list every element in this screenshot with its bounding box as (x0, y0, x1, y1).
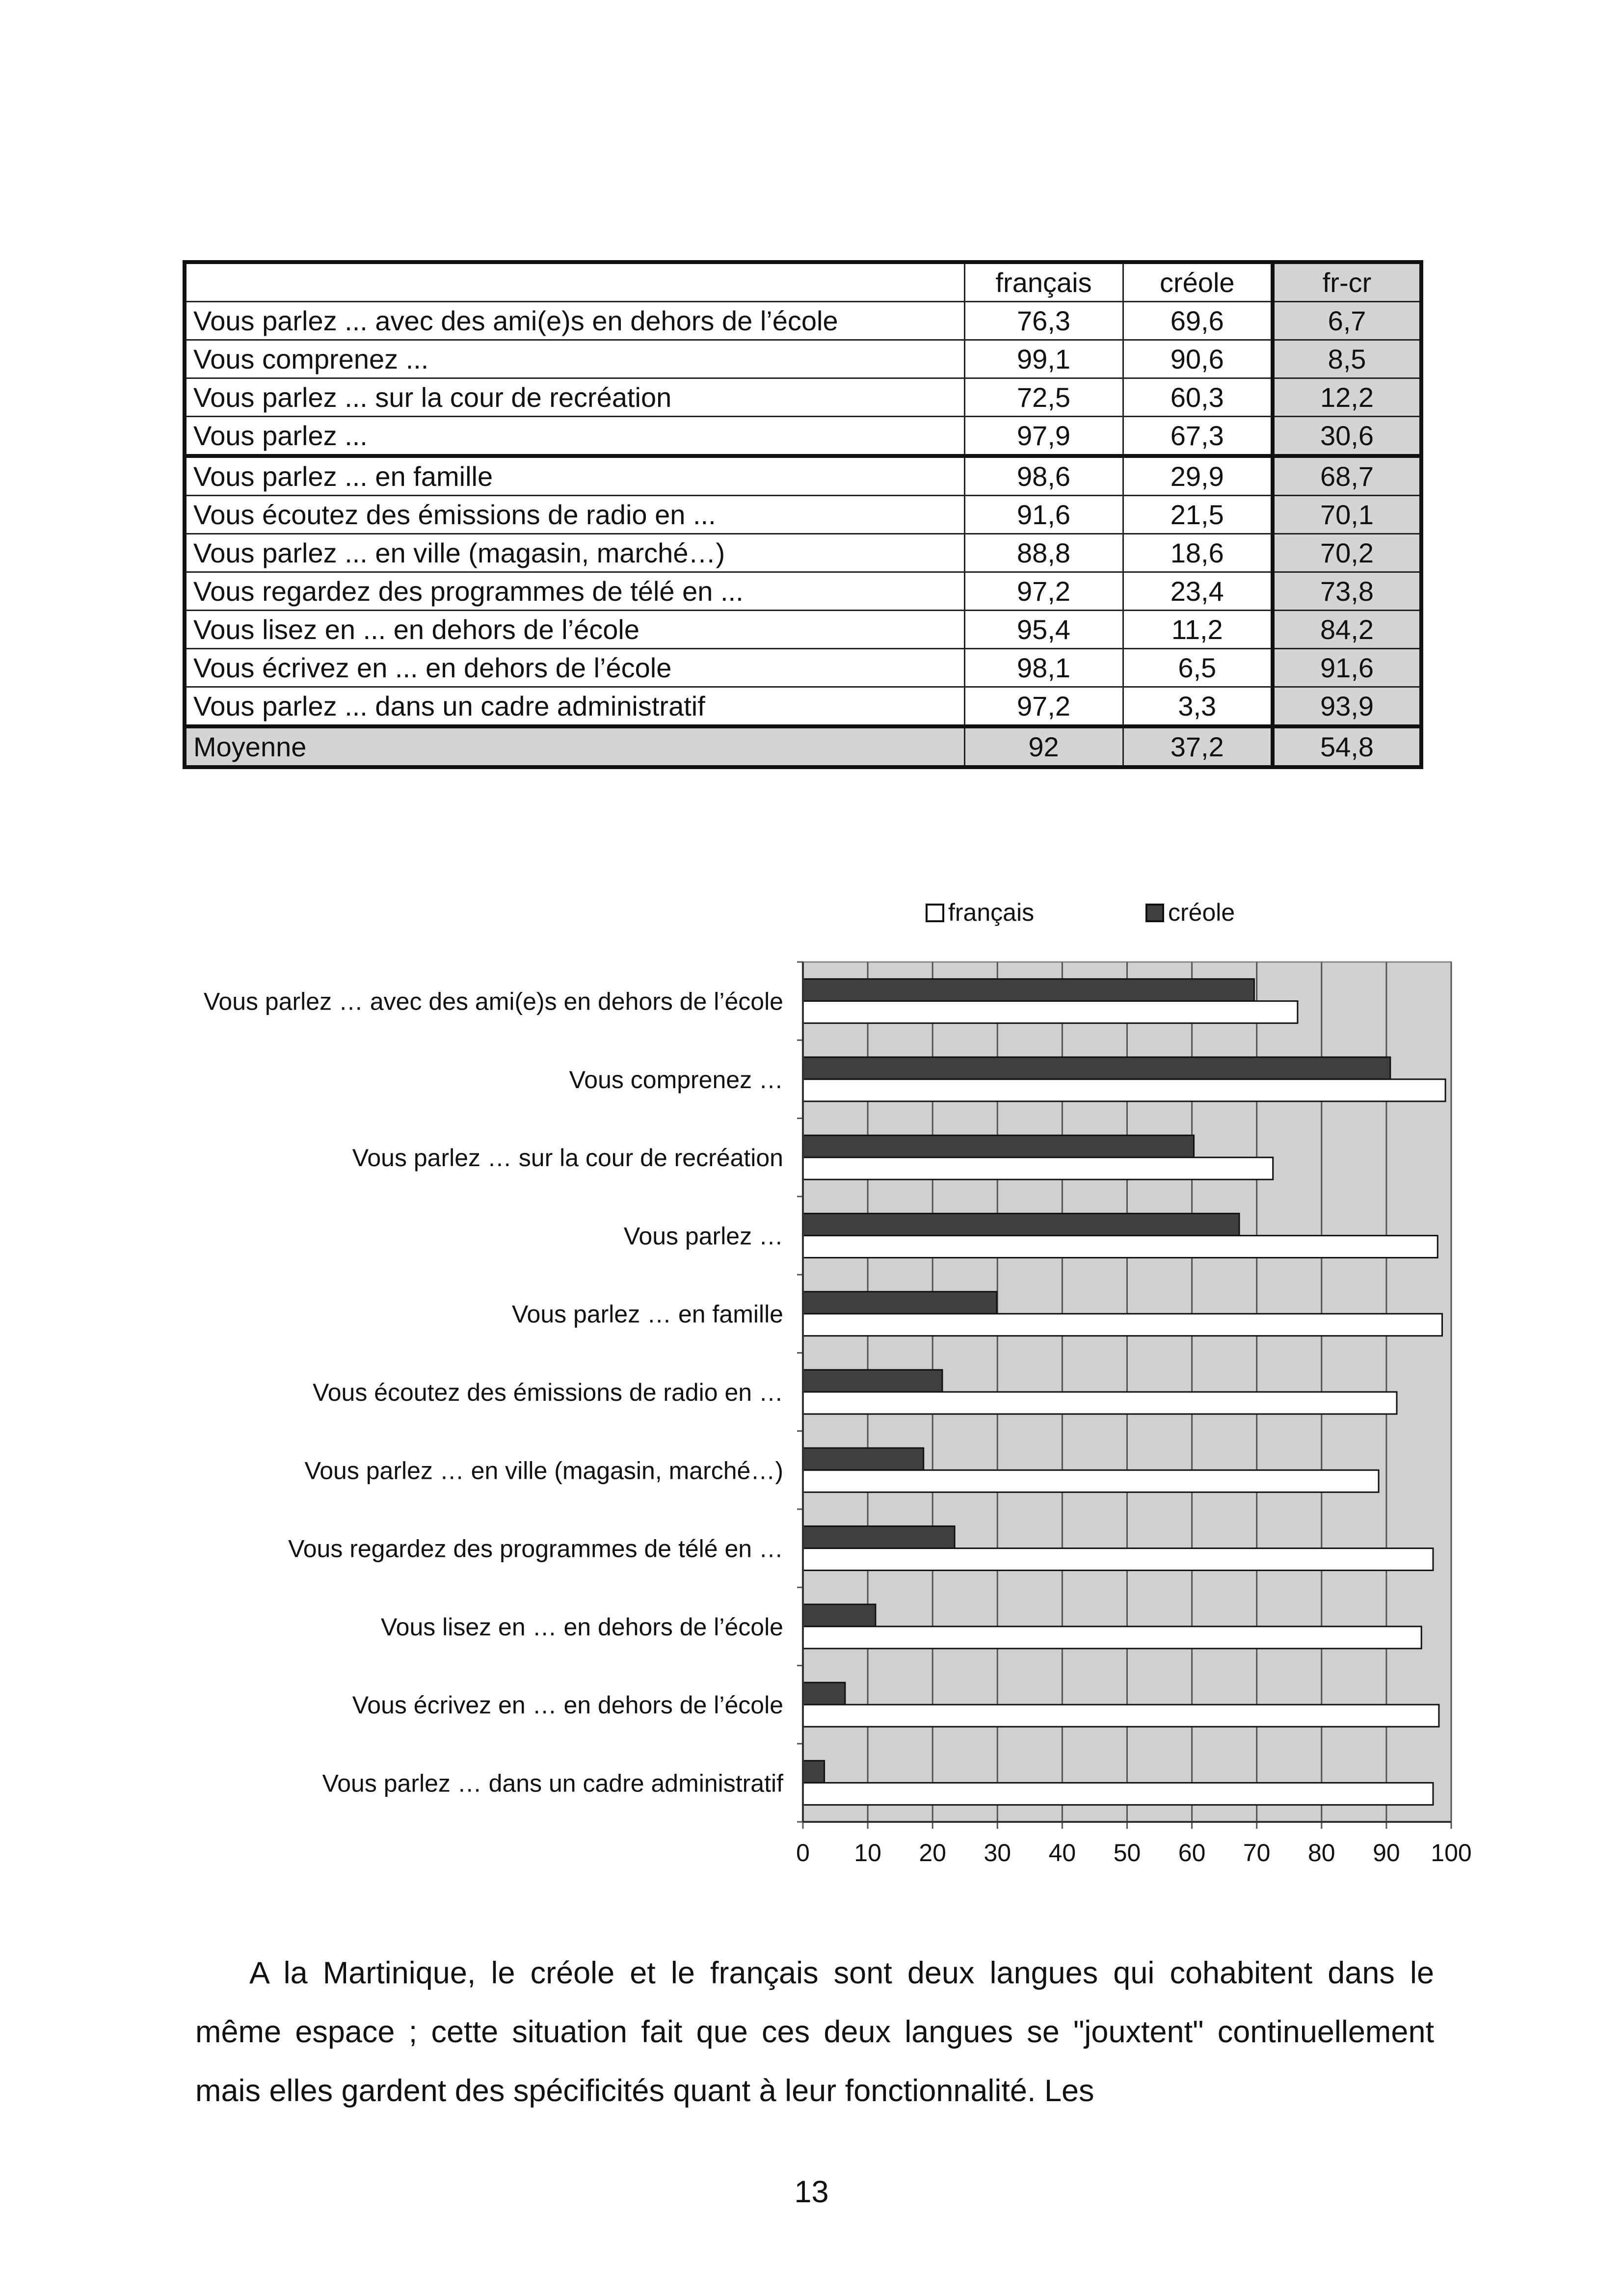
cell-creole: 67,3 (1123, 417, 1273, 456)
bar-francais (803, 1705, 1439, 1727)
cell-francais: français (964, 262, 1123, 302)
bar-francais (803, 1392, 1397, 1414)
row-label: Vous parlez ... (185, 417, 964, 456)
cell-francais: 72,5 (964, 378, 1123, 417)
cell-creole: 23,4 (1123, 572, 1273, 611)
bar-francais (803, 1157, 1273, 1179)
cell-fr-cr: 93,9 (1273, 687, 1421, 727)
bar-francais (803, 1079, 1445, 1101)
x-tick-label: 70 (1243, 1839, 1271, 1867)
row-label: Vous parlez ... avec des ami(e)s en dehors de l’école (185, 302, 964, 340)
cell-francais: 97,9 (964, 417, 1123, 456)
category-label: Vous parlez … dans un cadre administratif (322, 1769, 783, 1797)
bar-creole (803, 1604, 876, 1627)
cell-fr-cr: 91,6 (1273, 649, 1421, 687)
bar-creole (803, 1761, 825, 1783)
bar-francais (803, 1470, 1379, 1492)
page-number: 13 (794, 2175, 829, 2209)
cell-creole: 90,6 (1123, 340, 1273, 378)
cell-creole: 69,6 (1123, 302, 1273, 340)
cell-francais: 88,8 (964, 534, 1123, 572)
row-label: Vous parlez ... dans un cadre administratif (185, 687, 964, 727)
bar-francais (803, 1627, 1421, 1649)
x-tick-label: 10 (854, 1839, 881, 1867)
category-label: Vous regardez des programmes de télé en … (288, 1535, 783, 1563)
legend-swatch-creole (1146, 905, 1163, 921)
bar-creole (803, 1135, 1194, 1157)
x-tick-label: 90 (1373, 1839, 1400, 1867)
x-tick-label: 100 (1431, 1839, 1472, 1867)
cell-francais: 95,4 (964, 611, 1123, 649)
category-label: Vous parlez … avec des ami(e)s en dehors de l’école (203, 988, 783, 1015)
bar-francais (803, 1783, 1433, 1805)
cell-francais: 76,3 (964, 302, 1123, 340)
bar-creole (803, 1526, 955, 1548)
cell-fr-cr: 70,2 (1273, 534, 1421, 572)
bar-creole (803, 1370, 942, 1392)
cell-francais: 97,2 (964, 687, 1123, 727)
cell-fr-cr: 8,5 (1273, 340, 1421, 378)
bar-creole (803, 1448, 924, 1470)
cell-fr-cr: fr-cr (1273, 262, 1421, 302)
cell-creole: 21,5 (1123, 496, 1273, 534)
cell-francais: 98,1 (964, 649, 1123, 687)
category-label: Vous parlez … en ville (magasin, marché…) (304, 1457, 783, 1485)
x-tick-label: 80 (1307, 1839, 1335, 1867)
cell-creole: créole (1123, 262, 1273, 302)
cell-creole: 6,5 (1123, 649, 1273, 687)
row-label: Vous parlez ... en famille (185, 456, 964, 496)
bar-creole (803, 1292, 997, 1314)
x-tick-label: 60 (1178, 1839, 1206, 1867)
bar-francais (803, 1235, 1437, 1257)
cell-creole: 18,6 (1123, 534, 1273, 572)
category-label: Vous lisez en … en dehors de l’école (381, 1613, 783, 1641)
row-label: Vous parlez ... en ville (magasin, marché…) (185, 534, 964, 572)
cell-fr-cr: 73,8 (1273, 572, 1421, 611)
legend-label-francais: français (948, 899, 1035, 926)
category-label: Vous parlez … sur la cour de recréation (352, 1144, 783, 1172)
cell-francais: 97,2 (964, 572, 1123, 611)
category-label: Vous comprenez … (569, 1066, 783, 1094)
row-label: Vous écoutez des émissions de radio en ... (185, 496, 964, 534)
x-tick-label: 30 (984, 1839, 1011, 1867)
category-label: Vous parlez … (623, 1222, 783, 1250)
row-label: Vous écrivez en ... en dehors de l’école (185, 649, 964, 687)
cell-francais: 98,6 (964, 456, 1123, 496)
cell-francais: 99,1 (964, 340, 1123, 378)
cell-creole: 37,2 (1123, 726, 1273, 767)
cell-fr-cr: 6,7 (1273, 302, 1421, 340)
bar-francais (803, 1001, 1298, 1023)
cell-fr-cr: 54,8 (1273, 726, 1421, 767)
bar-francais (803, 1314, 1442, 1336)
category-label: Vous écrivez en … en dehors de l’école (352, 1691, 783, 1719)
legend-swatch-francais (927, 905, 943, 921)
row-label: Vous lisez en ... en dehors de l’école (185, 611, 964, 649)
bar-francais (803, 1548, 1433, 1571)
cell-creole: 60,3 (1123, 378, 1273, 417)
cell-creole: 29,9 (1123, 456, 1273, 496)
bar-creole (803, 1682, 845, 1705)
x-tick-label: 50 (1113, 1839, 1141, 1867)
cell-fr-cr: 68,7 (1273, 456, 1421, 496)
cell-creole: 3,3 (1123, 687, 1273, 727)
body-paragraph: A la Martinique, le créole et le français sont deux langues qui cohabitent dans le même espace ; cette situation fait que ces deux langues se "jouxtent" continuellement mais elles gardent des spécificités quant à leur fonctionnalité. Les (195, 1956, 1434, 2108)
row-label: Moyenne (185, 726, 964, 767)
cell-francais: 91,6 (964, 496, 1123, 534)
cell-creole: 11,2 (1123, 611, 1273, 649)
category-label: Vous parlez … en famille (511, 1300, 783, 1328)
category-label: Vous écoutez des émissions de radio en … (313, 1379, 783, 1406)
x-tick-label: 20 (919, 1839, 947, 1867)
bar-creole (803, 1057, 1390, 1079)
cell-francais: 92 (964, 726, 1123, 767)
cell-fr-cr: 70,1 (1273, 496, 1421, 534)
legend-label-creole: créole (1168, 899, 1235, 926)
row-label: Vous parlez ... sur la cour de recréation (185, 378, 964, 417)
cell-fr-cr: 30,6 (1273, 417, 1421, 456)
bar-creole (803, 979, 1254, 1001)
bar-creole (803, 1213, 1239, 1235)
cell-fr-cr: 84,2 (1273, 611, 1421, 649)
cell-fr-cr: 12,2 (1273, 378, 1421, 417)
row-label: Vous comprenez ... (185, 340, 964, 378)
x-tick-label: 0 (796, 1839, 810, 1867)
row-label: Vous regardez des programmes de télé en ... (185, 572, 964, 611)
x-tick-label: 40 (1048, 1839, 1076, 1867)
